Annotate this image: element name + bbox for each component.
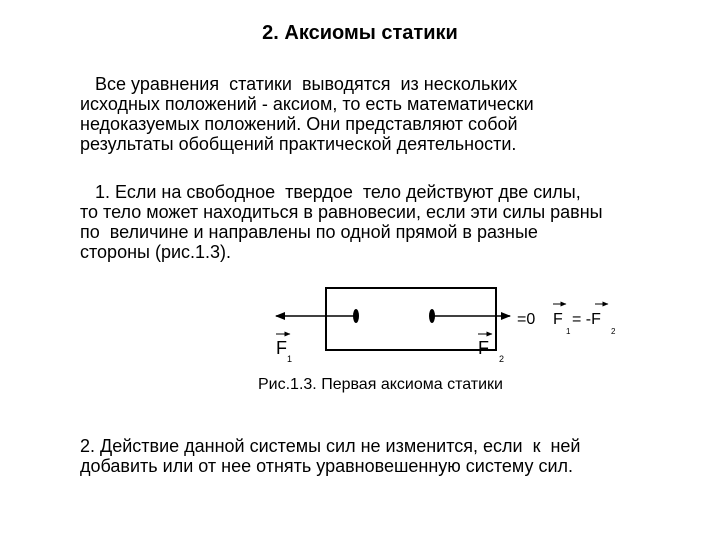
intro-line: недоказуемых положений. Они представляют собой bbox=[80, 114, 518, 134]
rigid-body-rect bbox=[326, 288, 496, 350]
equation-minus-f2: = -F bbox=[572, 311, 601, 328]
axiom2-paragraph bbox=[80, 436, 580, 476]
force2-subscript: 2 bbox=[499, 354, 505, 364]
axiom2-line: 2. Действие данной системы сил не изменится, если к ней bbox=[80, 436, 581, 456]
axiom1-line: то тело может находиться в равновесии, если эти силы равны bbox=[80, 202, 603, 222]
equation-zero: =0 bbox=[517, 311, 536, 328]
intro-line: Все уравнения статики выводятся из нескольких bbox=[80, 74, 518, 94]
force1-subscript: 1 bbox=[287, 354, 293, 364]
force2-label: F bbox=[478, 338, 489, 358]
intro-line: исходных положений - аксиом, то есть математически bbox=[80, 94, 534, 114]
force1-label: F bbox=[276, 338, 287, 358]
equation-f1-subscript: 1 bbox=[566, 327, 571, 336]
application-point-1 bbox=[353, 309, 359, 323]
axiom2-line: добавить или от нее отнять уравновешенную систему сил. bbox=[80, 456, 574, 476]
page-title: 2. Аксиомы статики bbox=[262, 22, 458, 44]
axiom1-line: 1. Если на свободное твердое тело действуют две силы, bbox=[80, 182, 581, 202]
axiom1-line: по величине и направлены по одной прямой в разные bbox=[80, 222, 538, 242]
equation-f2-subscript: 2 bbox=[611, 327, 616, 336]
application-point-2 bbox=[429, 309, 435, 323]
figure-caption: Рис.1.3. Первая аксиома статики bbox=[258, 376, 503, 393]
equation-f1: F bbox=[553, 311, 563, 328]
intro-line: результаты обобщений практической деятельности. bbox=[80, 134, 517, 154]
axiom1-line: стороны (рис.1.3). bbox=[80, 242, 232, 262]
